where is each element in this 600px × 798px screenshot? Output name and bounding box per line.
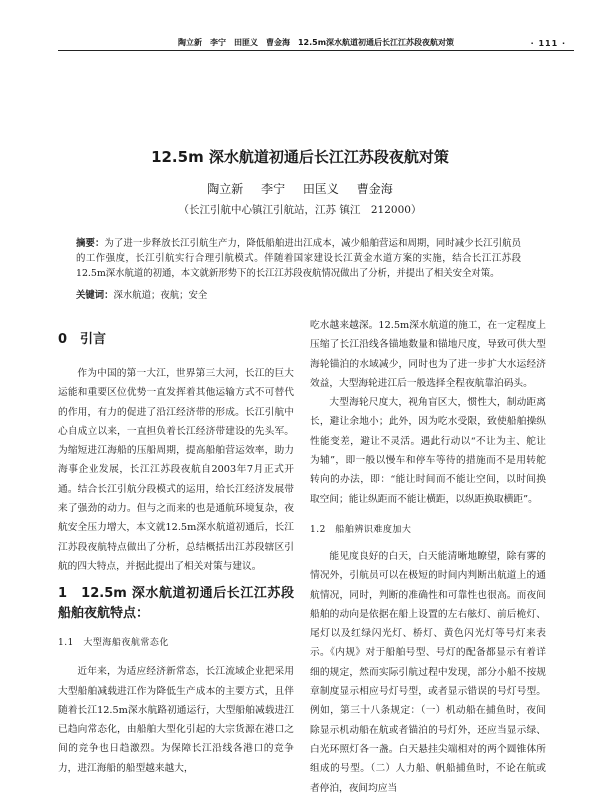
right-column <box>310 316 546 798</box>
paragraph-large-ships: 大型海轮尺度大，视角盲区大，惯性大，制动距离长，避让余地小；此外，因为吃水受限，致使船舶操纵性能变差，避让不灵活。遇此行动以“不让为主、舵让为辅”，即一般以慢车和停车等待的措施而不是用转舵转向的办法，即：“能让时间而不能让空间，以时间换取空间；能让纵距而不能让横距，以纵距换取横距”。 <box>310 397 546 505</box>
abstract-text: 为了进一步释放长江引航生产力，降低船舶进出江成本，减少船舶营运和周期，同时减少长江引航员的工作强度，长江引航实行合理引航模式。伴随着国家建设长江黄金水道方案的实施，结合长江江苏段12.5m深水航道的初通，本文就新形势下的长江江苏段夜航情况做出了分析，并提出了相关安全对策。 <box>76 238 521 279</box>
section1-heading: 1 12.5m 深水航道初通后长江江苏段船舶夜航特点： <box>58 586 294 622</box>
subsection-1-2-heading: 1.2 船舶辨识难度加大 <box>310 524 412 535</box>
paper-authors: 陶立新 李宁 田匡义 曹金海 <box>207 182 393 196</box>
keywords <box>76 288 521 303</box>
keywords-label: 关键词： <box>76 290 114 301</box>
left-column <box>58 330 294 778</box>
intro-heading: 0 引言 <box>58 332 107 347</box>
intro-paragraph: 作为中国的第一大江，世界第三大河，长江的巨大运能和重要区位优势一直发挥着其他运输方式不可替代的作用，有力的促进了沿江经济带的形成。长江引航中心自成立以来，一直担负着长江经济带建设的先头军。为缩短进江海船的压船周期，提高船舶营运效率，助力海事企业发展，长江江苏段夜航自2003年7月正式开通。结合长江引航分段模式的运用，给长江经济发展带来了强劲的动力。但与之而来的也是通航环境复杂，夜航安全压力增大，本文就12.5m深水航道初通后，长江江苏段夜航特点做出了分析，总结概括出江苏段辖区引航的四大特点，并据此提出了相关对策与建议。 <box>58 368 294 572</box>
paragraph-identification: 能见度良好的白天，白天能清晰地瞭望，除有雾的情况外，引航员可以在极短的时间内判断出航道上的通航情况，同时，判断的准确性和可靠性也很高。而夜间船舶的动向是依据在船上设置的左右舷灯、前后桅灯、尾灯以及红绿闪光灯、桥灯、黄色闪光灯等号灯来表示。《内规》对于船舶号型、号灯的配备都显示有着详细的规定，然而实际引航过程中发现，部分小船不按规章制度显示相应号灯号型，或者显示错误的号灯号型。例如，第三十八条规定：（一）机动船在捕鱼时，夜间除显示机动船在航或者锚泊的号灯外，还应当显示绿、白光环照灯各一盏。白天悬挂尖端相对的两个圆锥体所组成的号型。（二）人力船、帆船捕鱼时，不论在航或者停泊，夜间均应当 <box>310 550 546 794</box>
running-header <box>58 34 574 51</box>
subsection-1-1-paragraph: 近年来，为适应经济新常态，长江流域企业把采用大型船舶减载进江作为降低生产成本的主要方式，且伴随着长江12.5m深水航路初通运行，大型船舶减载进江已趋向常态化，由船舶大型化引起的大宗货源在港口之间的竞争也日趋激烈。为保障长江沿线各港口的竞争力，进江海船的船型越来越大， <box>58 666 294 774</box>
paper-title: 12.5m 深水航道初通后长江江苏段夜航对策 <box>151 148 449 166</box>
continued-paragraph: 吃水越来越深。12.5m深水航道的施工，在一定程度上压缩了长江沿线各锚地数量和锚地尺度，导致可供大型海轮锚泊的水域减少，同时也为了进一步扩大水运经济效益，大型海轮进江后一般选择全程夜航靠泊码头。 <box>310 320 546 389</box>
paper-affiliation: （长江引航中心镇江引航站，江苏 镇江 212000） <box>178 204 422 216</box>
abstract <box>76 236 521 281</box>
abstract-label: 摘要： <box>76 238 105 249</box>
keywords-text: 深水航道；夜航；安全 <box>113 290 208 301</box>
page-number: · 111 · <box>530 39 566 48</box>
subsection-1-1-heading: 1.1 大型海船夜航常态化 <box>58 638 169 649</box>
running-title: 陶立新 李宁 田匪义 曹金海 12.5m深水航道初通后长江江苏段夜航对策 <box>177 38 455 47</box>
